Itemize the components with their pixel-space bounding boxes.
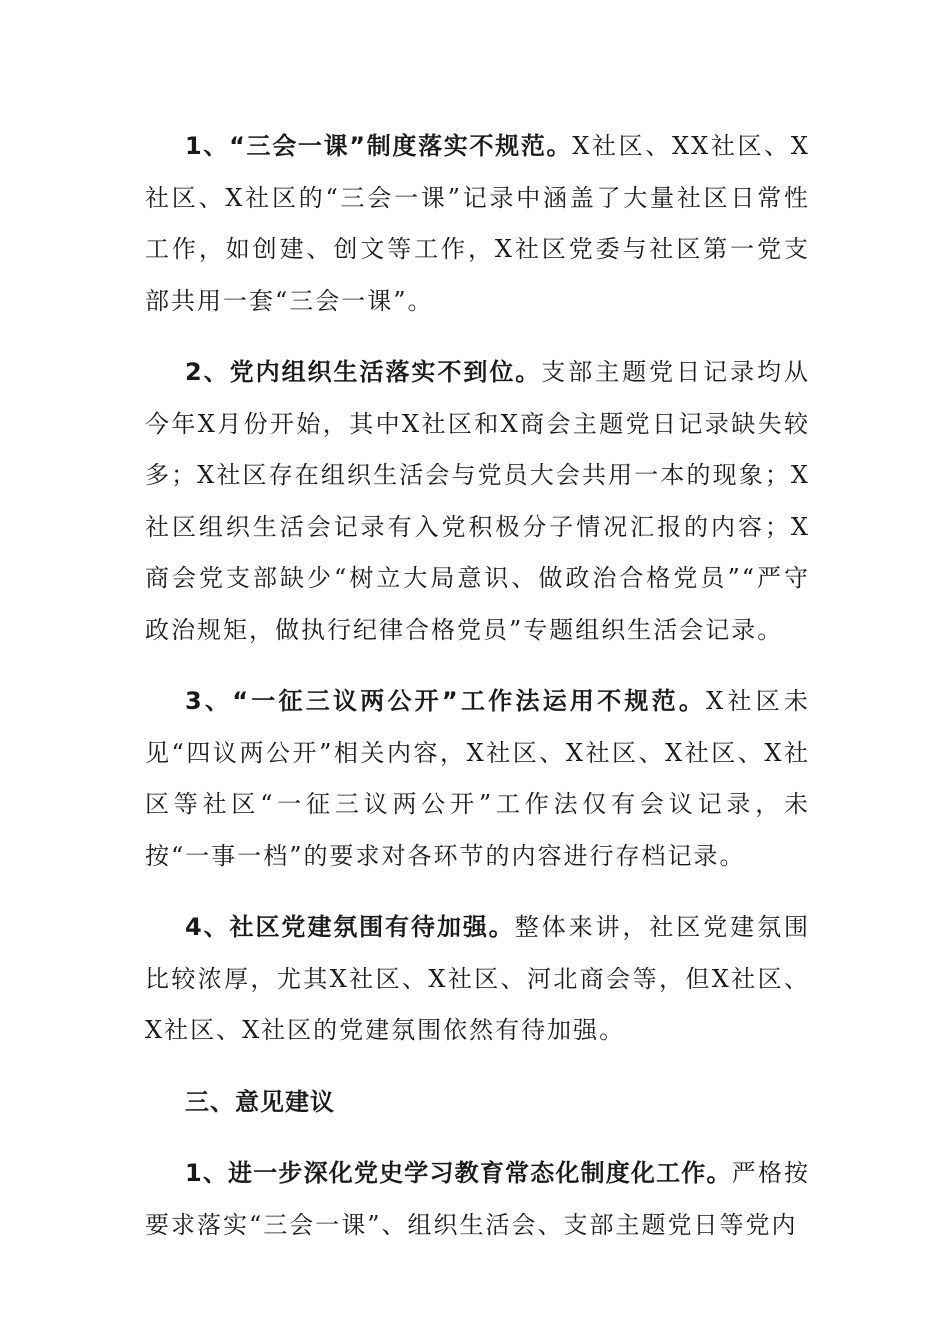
- paragraph-4: [145, 902, 810, 1057]
- suggestion-paragraph-1: [145, 1148, 810, 1251]
- paragraph-1-body: X社区、XX社区、X社区、X社区的“三会一课”记录中涵盖了大量社区日常性工作，如创建、创文等工作，X社区党委与社区第一党支部共用一套“三会一课”。: [145, 132, 810, 315]
- paragraph-1: [145, 121, 810, 327]
- paragraph-3: [145, 676, 810, 882]
- suggestion-1-body: 严格按要求落实“三会一课”、组织生活会、支部主题党日等党内: [145, 1159, 810, 1239]
- paragraph-4-lead: 4、社区党建氛围有待加强。: [185, 913, 515, 941]
- suggestion-1-lead: 1、进一步深化党史学习教育常态化制度化工作。: [185, 1159, 732, 1187]
- paragraph-3-lead: 3、“一征三议两公开”工作法运用不规范。: [185, 687, 707, 715]
- paragraph-4-body: 整体来讲，社区党建氛围比较浓厚，尤其X社区、X社区、河北商会等，但X社区、X社区、X社区的党建氛围依然有待加强。: [145, 913, 811, 1044]
- paragraph-2: [145, 347, 810, 656]
- paragraph-1-lead: 1、“三会一课”制度落实不规范。: [185, 132, 573, 160]
- paragraph-3-body: X社区未见“四议两公开”相关内容，X社区、X社区、X社区、X社区等社区“一征三议两公开”工作法仅有会议记录，未按“一事一档”的要求对各环节的内容进行存档记录。: [145, 687, 810, 870]
- document-page: [145, 121, 810, 1271]
- section-heading: 三、意见建议: [185, 1087, 335, 1116]
- paragraph-2-body: 支部主题党日记录均从今年X月份开始，其中X社区和X商会主题党日记录缺失较多；X社区存在组织生活会与党员大会共用一本的现象；X社区组织生活会记录有入党积极分子情况汇报的内容；X商会党支部缺少“树立大局意识、做政治合格党员”“严守政治规矩，做执行纪律合格党员”专题组织生活会记录。: [145, 358, 811, 644]
- paragraph-2-lead: 2、党内组织生活落实不到位。: [185, 358, 542, 386]
